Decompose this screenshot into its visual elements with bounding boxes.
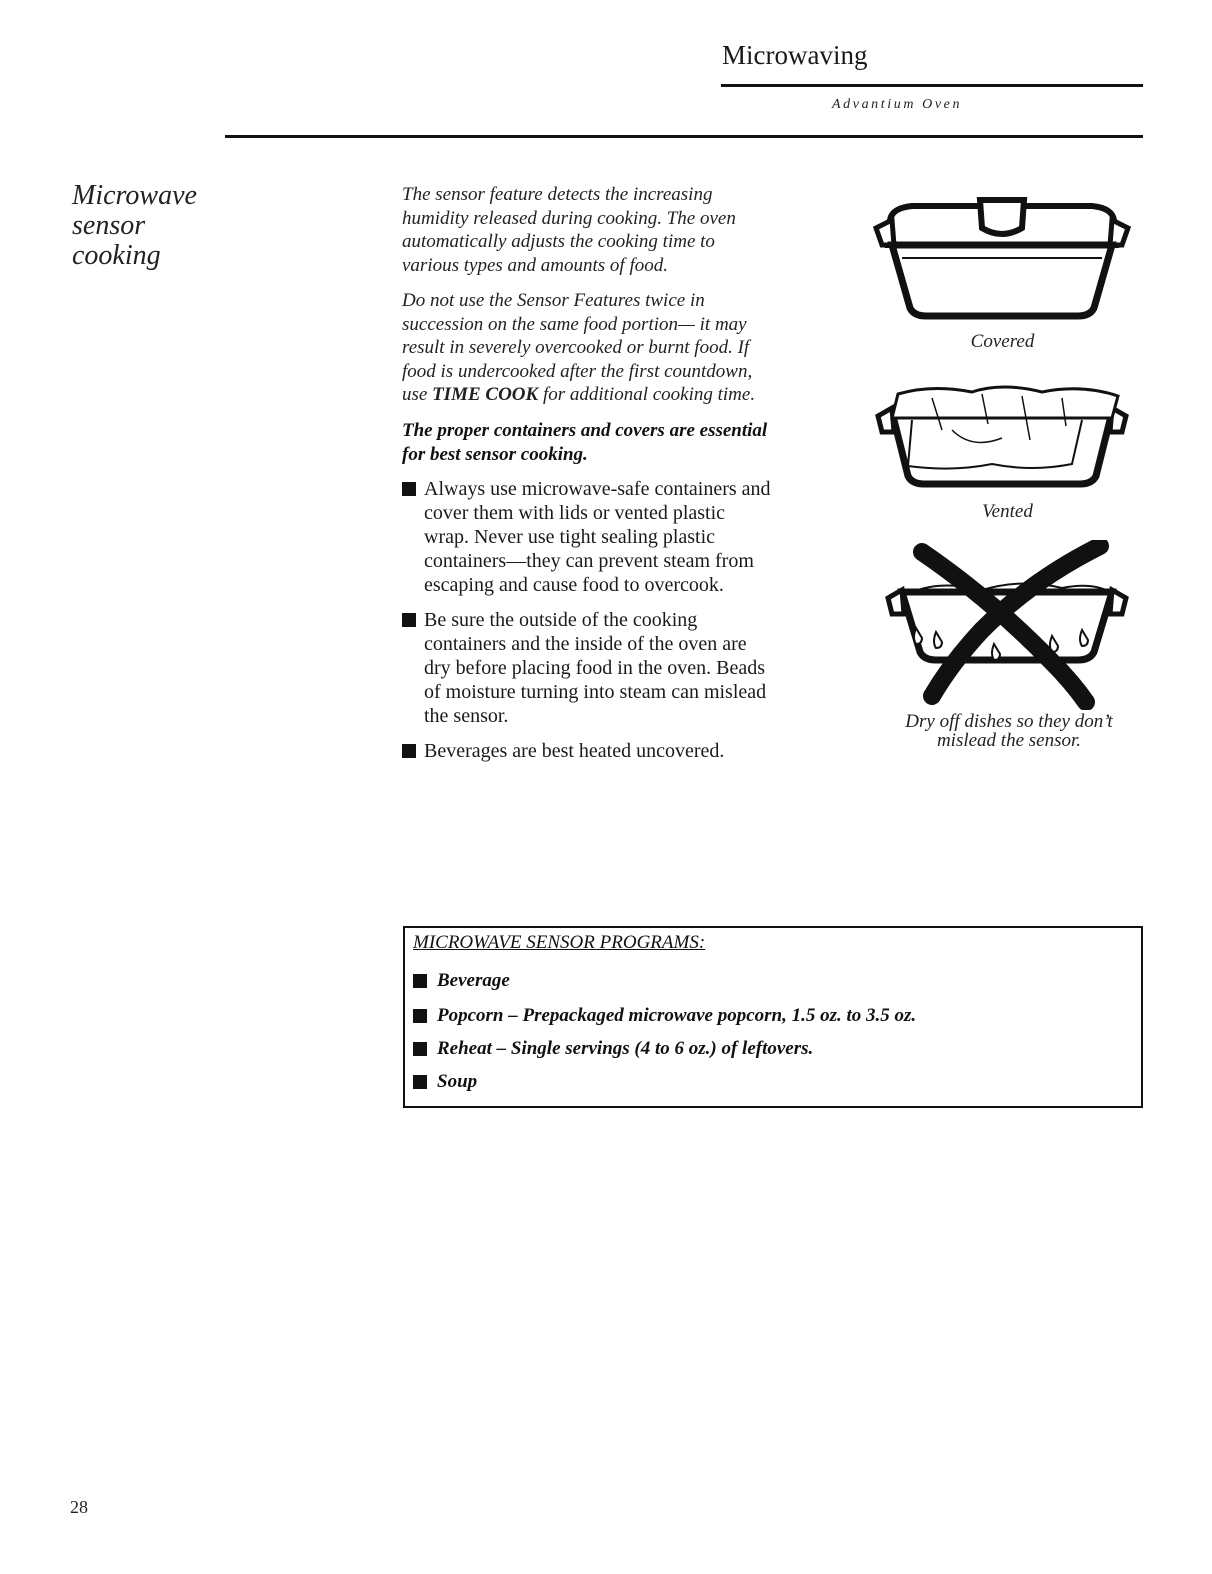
- bullet-square-icon: [413, 974, 427, 988]
- list-item: Beverage: [413, 970, 510, 992]
- warning-text: Do not use the Sensor Features twice in succession on the same food portion— it may result in severely overcooked or burnt food. If food is undercooked after the first countdown, use: [402, 290, 753, 405]
- body-column: [402, 183, 772, 774]
- emphasis-paragraph: The proper containers and covers are essential for best sensor cooking.: [402, 419, 768, 465]
- bullet-square-icon: [413, 1009, 427, 1023]
- section-title-line: sensor: [72, 210, 146, 241]
- warning-paragraph: [402, 289, 772, 407]
- section-title-line: Microwave: [72, 180, 197, 211]
- intro-paragraph: The sensor feature detects the increasing humidity released during cooking. The oven automatically adjusts the cooking time to various types and amounts of food.: [402, 184, 736, 276]
- list-item: Always use microwave-safe containers and cover them with lids or vented plastic wrap. Never use tight sealing plastic containers—they can prevent steam from escaping and cause food to overcook.: [402, 477, 772, 597]
- bullet-square-icon: [413, 1042, 427, 1056]
- section-rule: [225, 135, 1143, 138]
- page-number: 28: [70, 1497, 88, 1517]
- bullet-square-icon: [413, 1075, 427, 1089]
- covered-dish-illustration: [872, 190, 1132, 325]
- wet-dish-caption: [884, 712, 1134, 750]
- tips-list: [402, 477, 772, 763]
- bullet-square-icon: [402, 482, 416, 496]
- bullet-square-icon: [402, 613, 416, 627]
- time-cook-key: TIME COOK: [432, 384, 539, 405]
- section-title: [72, 181, 197, 271]
- list-item: Reheat – Single servings (4 to 6 oz.) of leftovers.: [413, 1038, 813, 1060]
- list-item: Popcorn – Prepackaged microwave popcorn, 1.5 oz. to 3.5 oz.: [413, 1005, 916, 1027]
- list-item: Beverages are best heated uncovered.: [402, 739, 772, 763]
- list-item: Soup: [413, 1071, 477, 1093]
- wet-dish-illustration: [882, 540, 1132, 710]
- vented-dish-illustration: [872, 380, 1132, 490]
- wet-dish-caption-line: mislead the sensor.: [936, 730, 1082, 751]
- section-title-line: cooking: [72, 240, 161, 271]
- bullet-square-icon: [402, 744, 416, 758]
- wet-dish-caption-line: Dry off dishes so they don’t: [905, 711, 1113, 732]
- header-rule: [721, 84, 1143, 87]
- warning-tail: for additional cooking time.: [542, 384, 756, 405]
- vented-caption: Vented: [982, 501, 1033, 522]
- covered-caption: Covered: [970, 331, 1035, 352]
- list-item: Be sure the outside of the cooking containers and the inside of the oven are dry before placing food in the oven. Beads of moisture turning into steam can mislead the sensor.: [402, 608, 772, 728]
- page-header-subtitle: Advantium Oven: [832, 97, 963, 112]
- sensor-programs-title: MICROWAVE SENSOR PROGRAMS:: [413, 932, 706, 953]
- page-header-title: Microwaving: [722, 40, 868, 70]
